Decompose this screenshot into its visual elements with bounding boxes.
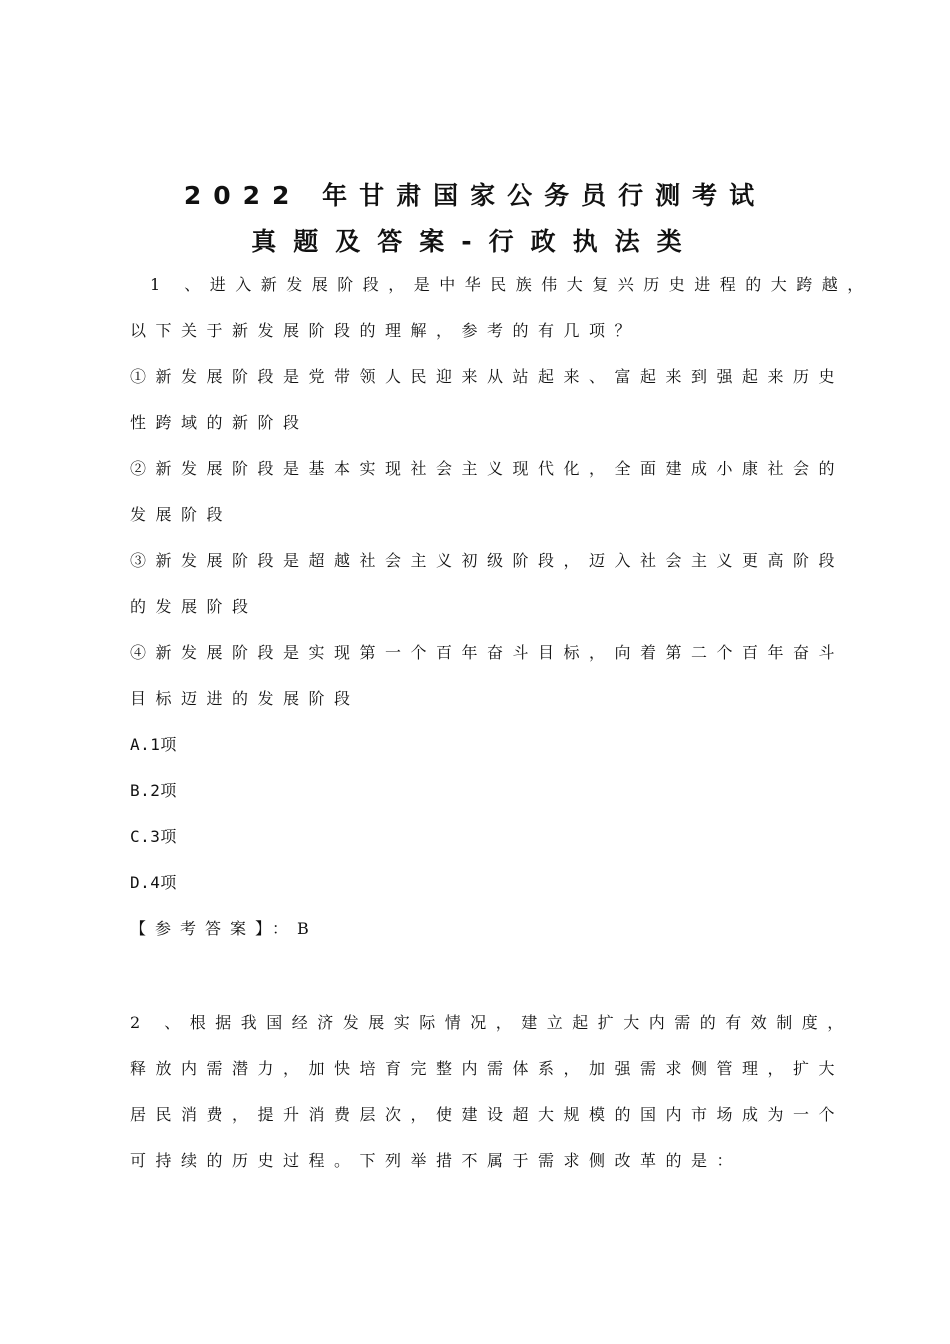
question-2-stem-line-3: 居民消费，提升消费层次，使建设超大规模的国内市场成为一个: [130, 1105, 845, 1124]
question-1-statement-3-line-2: 的发展阶段: [130, 597, 258, 616]
question-1-statement-1-line-1: ①新发展阶段是党带领人民迎来从站起来、富起来到强起来历史: [130, 367, 845, 386]
question-1-statement-4-line-1: ④新发展阶段是实现第一个百年奋斗目标，向着第二个百年奋斗: [130, 643, 845, 662]
question-1-option-a: A.1项: [130, 735, 177, 754]
question-1-stem-line-1: 1 、进入新发展阶段，是中华民族伟大复兴历史进程的大跨越，: [150, 275, 873, 294]
question-2-stem-line-2: 释放内需潜力，加快培育完整内需体系，加强需求侧管理，扩大: [130, 1059, 845, 1078]
question-1-option-d: D.4项: [130, 873, 177, 892]
question-1-option-c: C.3项: [130, 827, 177, 846]
question-2-stem-line-1: 2 、根据我国经济发展实际情况，建立起扩大内需的有效制度，: [130, 1013, 853, 1032]
document-title-line-2: 真题及答案-行政执法类: [251, 227, 699, 256]
question-1-statement-1-line-2: 性跨域的新阶段: [130, 413, 309, 432]
question-1-answer: 【参考答案】：B: [130, 919, 318, 938]
question-1-statement-3-line-1: ③新发展阶段是超越社会主义初级阶段，迈入社会主义更高阶段: [130, 551, 845, 570]
question-1-stem-line-2: 以下关于新发展阶段的理解，参考的有几项？: [130, 321, 641, 340]
question-1-statement-4-line-2: 目标迈进的发展阶段: [130, 689, 360, 708]
question-1-statement-2-line-2: 发展阶段: [130, 505, 233, 524]
question-2-stem-line-4: 可持续的历史过程。下列举措不属于需求侧改革的是：: [130, 1151, 743, 1170]
document-title-line-1: 2022 年甘肃国家公务员行测考试: [183, 181, 767, 210]
question-1-option-b: B.2项: [130, 781, 177, 800]
question-1-statement-2-line-1: ②新发展阶段是基本实现社会主义现代化，全面建成小康社会的: [130, 459, 845, 478]
